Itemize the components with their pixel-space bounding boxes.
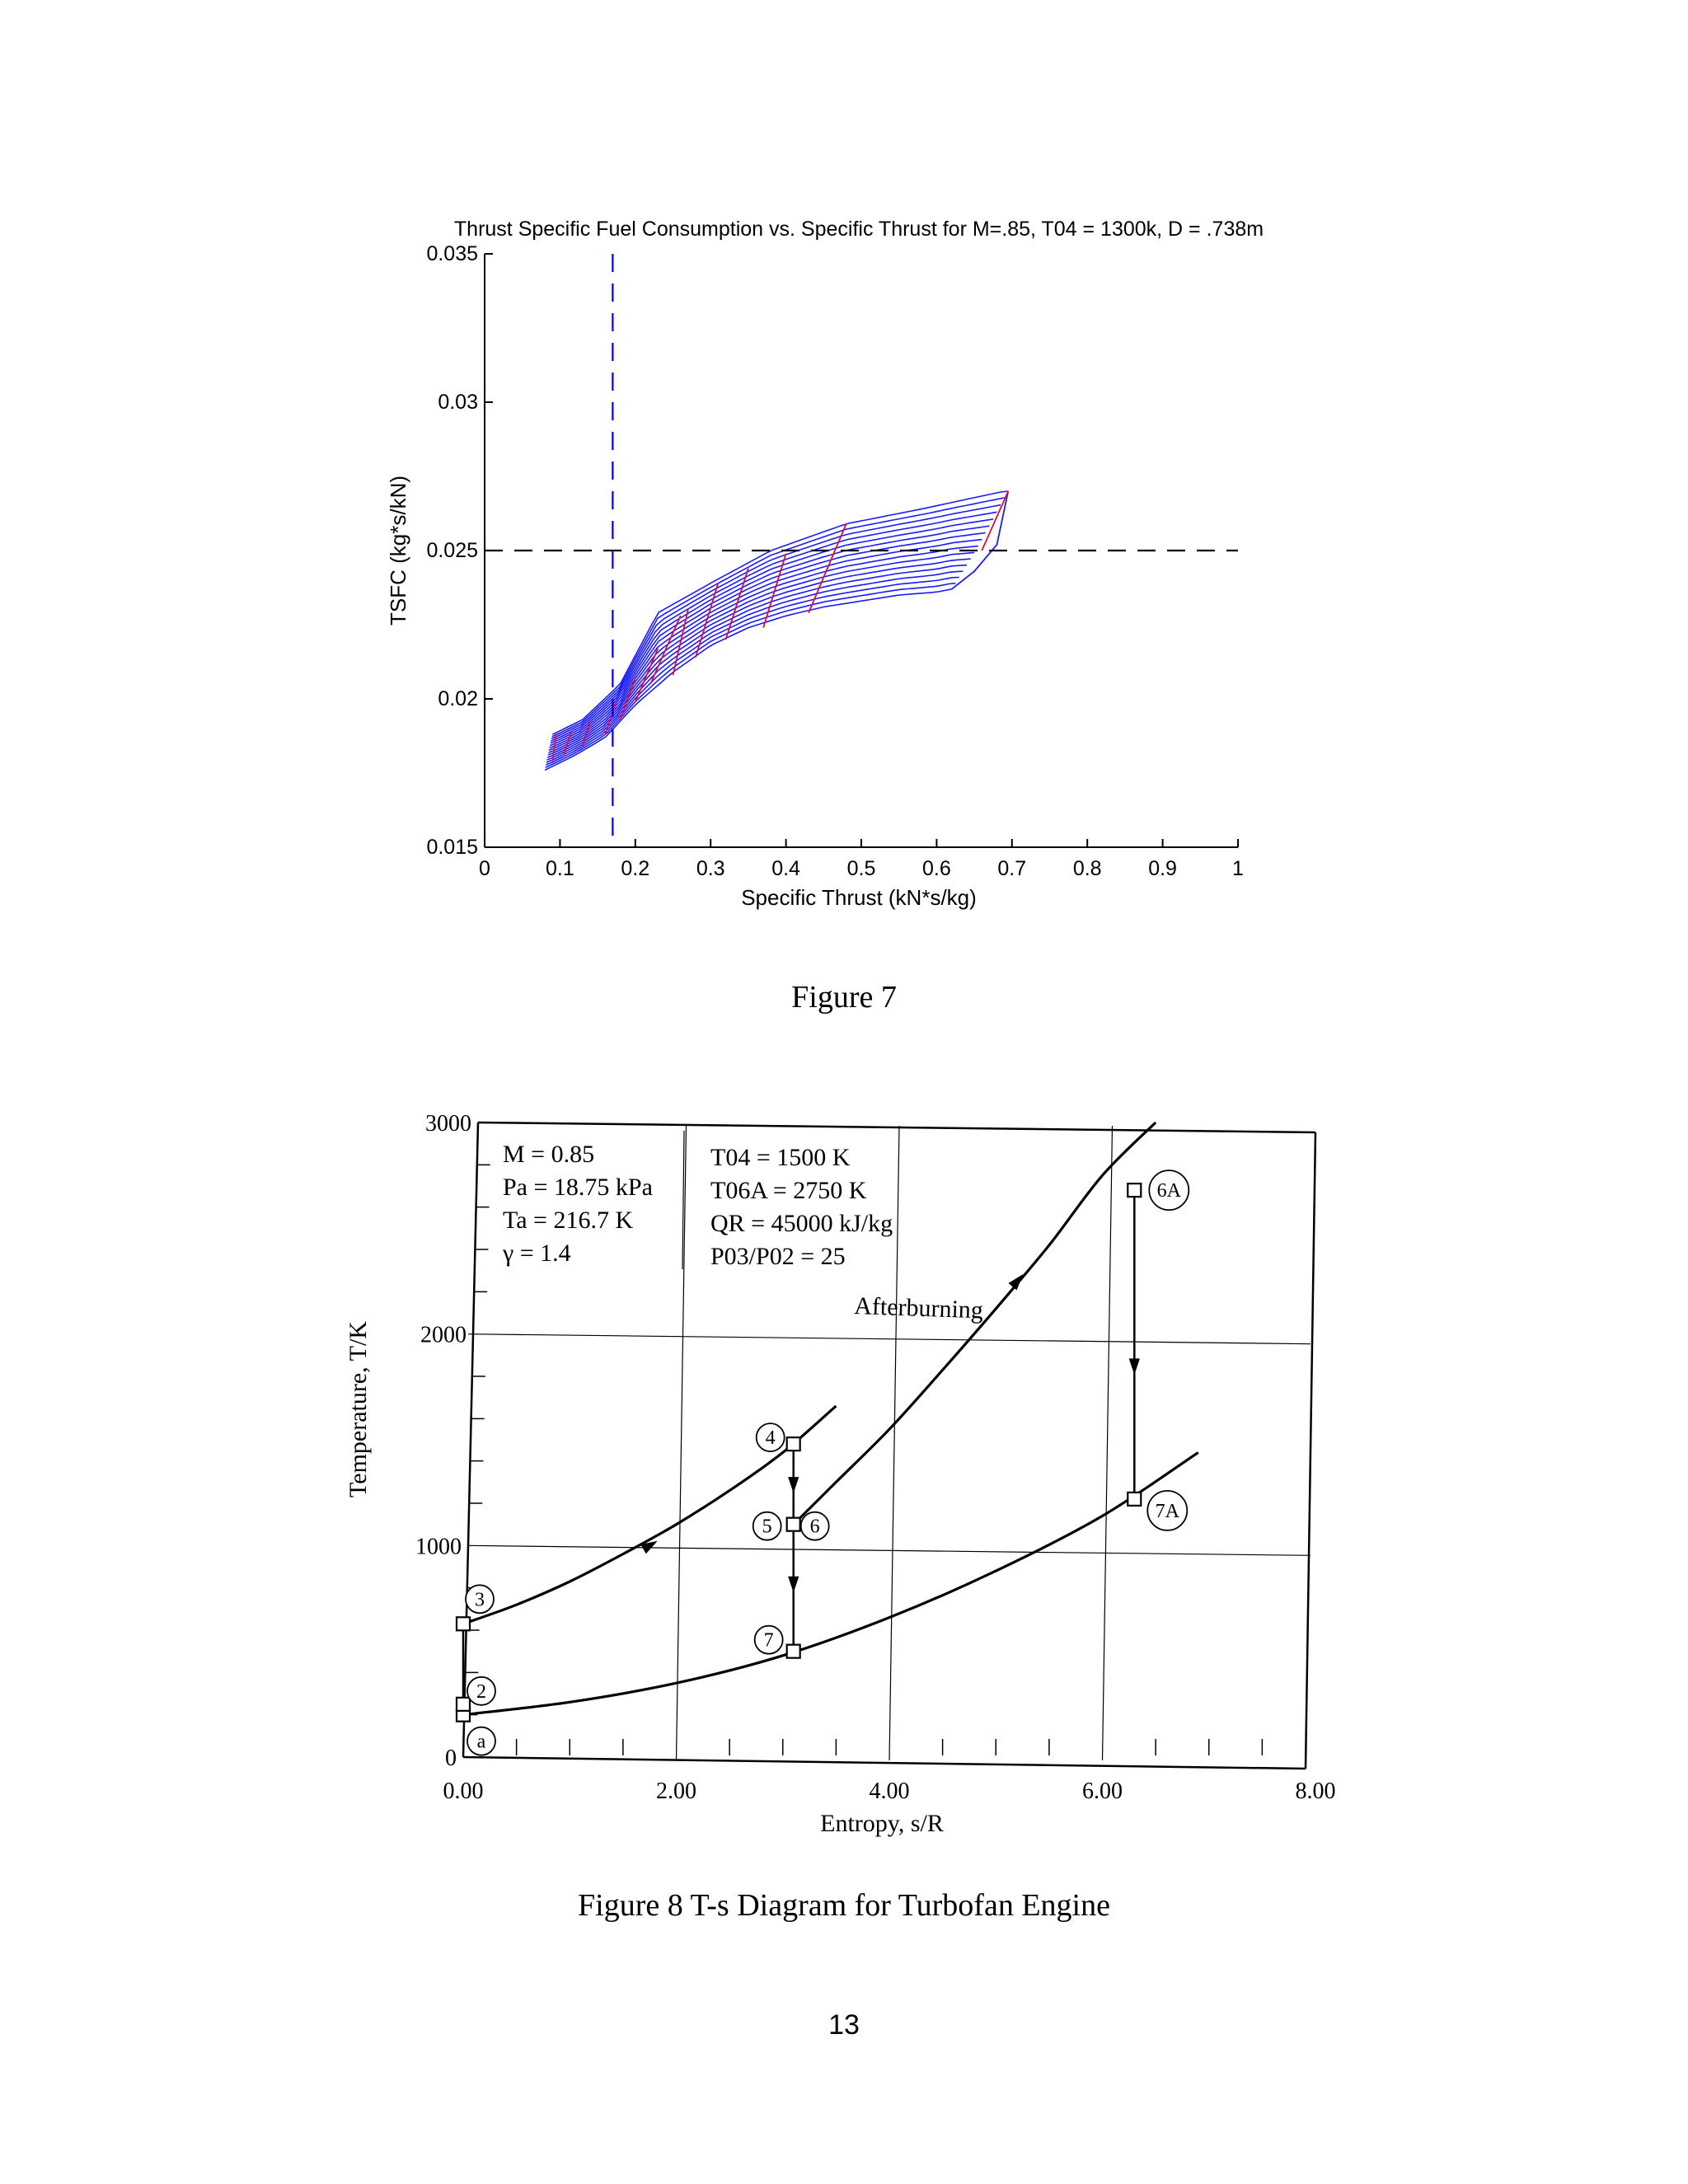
figure-8-y-tick-label: 2000: [420, 1322, 467, 1348]
figure-8-parameter-left: Pa = 18.75 kPa: [503, 1174, 653, 1201]
figure-8-x-tick-label: 2.00: [656, 1779, 696, 1804]
figure-8-state-point: [457, 1698, 470, 1711]
figure-8-y-tick-label: 1000: [415, 1534, 462, 1560]
figure-7-caption: Figure 7: [791, 980, 897, 1015]
figure-7-x-axis-label: Specific Thrust (kN*s/kg): [741, 885, 977, 910]
figure-8-gridline-vertical: [677, 1126, 687, 1760]
figure-8-parameter-left: Ta = 216.7 K: [503, 1207, 634, 1234]
figure-8-state-point: [1128, 1183, 1141, 1197]
figure-8-parameter-right: T04 = 1500 K: [710, 1144, 851, 1171]
figure-8-point-label: 2: [476, 1680, 486, 1703]
figure-8-parameter-left: γ = 1.4: [503, 1240, 571, 1267]
figure-8-y-axis: [463, 1122, 478, 1757]
figure-8-x-axis-label: Entropy, s/R: [820, 1810, 944, 1837]
figure-8-parameters-right: [710, 1144, 893, 1270]
figure-7-x-tick-label: 0.9: [1148, 857, 1177, 880]
figure-8-gridline-horizontal: [468, 1334, 1311, 1344]
figure-8-annotation-afterburning: Afterburning: [853, 1292, 984, 1324]
figure-7-y-tick-label: 0.015: [426, 836, 478, 859]
figure-8-gridline-vertical: [1103, 1126, 1113, 1760]
figure-7-x-tick-label: 0: [479, 857, 490, 880]
figure-8-y-axis-label: Temperature, T/K: [345, 1321, 372, 1497]
figure-8-x-tick-label: 0.00: [443, 1779, 484, 1804]
figure-7-y-tick-label: 0.03: [438, 391, 478, 414]
figure-8-parameter-right: QR = 45000 kJ/kg: [710, 1210, 893, 1237]
figure-8-point-label: 6: [809, 1516, 820, 1538]
figure-8-point-label: 5: [762, 1516, 772, 1538]
figure-8-point-label: a: [476, 1731, 486, 1753]
figure-8-state-point: [787, 1645, 800, 1658]
figure-7-y-tick-label: 0.025: [426, 539, 478, 562]
figure-7-x-tick-label: 0.6: [922, 857, 951, 880]
figure-7-title: Thrust Specific Fuel Consumption vs. Specific Thrust for M=.85, T04 = 1300k, D = .738m: [453, 218, 1264, 241]
figure-7-x-tick-label: 0.5: [846, 857, 876, 880]
figure-7-x-tick-label: 0.4: [771, 857, 800, 880]
page-number: 13: [828, 2009, 860, 2041]
figure-8-right-border: [1306, 1132, 1315, 1769]
figure-8-parameter-right: P03/P02 = 25: [710, 1243, 846, 1270]
figure-8-point-label: 7A: [1155, 1500, 1179, 1522]
figure-8-x-tick-label: 6.00: [1082, 1779, 1123, 1804]
figure-8-caption: Figure 8 T-s Diagram for Turbofan Engine: [578, 1888, 1110, 1923]
figure-7-y-tick-label: 0.02: [438, 687, 478, 710]
figure-8-parameter-left: M = 0.85: [503, 1141, 595, 1168]
figure-8-x-tick-label: 8.00: [1295, 1779, 1336, 1804]
figure-8-state-point: [457, 1617, 470, 1630]
figure-8-point-label: 3: [475, 1589, 485, 1611]
figure-7-x-tick-label: 0.8: [1072, 857, 1102, 880]
figure-8-point-label: 6A: [1156, 1180, 1181, 1202]
figure-7-y-axis-label: TSFC (kg*s/kN): [386, 476, 410, 626]
figure-8-parameter-right: T06A = 2750 K: [710, 1177, 867, 1204]
figure-8-process-curve: [463, 1452, 1198, 1714]
figure-8-state-point: [787, 1437, 800, 1451]
figure-8-parameters-left: [502, 1131, 684, 1269]
figure-8-arrow-along-curve: [1008, 1274, 1023, 1290]
figure-8-point-label: 4: [765, 1427, 776, 1450]
figure-8-state-point: [787, 1518, 800, 1531]
figure-8-x-tick-label: 4.00: [869, 1779, 910, 1804]
figure-8-gridline-horizontal: [468, 1545, 1311, 1555]
figure-7-x-tick-label: 1: [1232, 857, 1244, 880]
figure-8-arrow-down: [788, 1477, 799, 1493]
figure-8-y-tick-label: 0: [445, 1746, 457, 1771]
figure-7-x-tick-label: 0.3: [696, 857, 725, 880]
figure-7-y-tick-label: 0.035: [426, 242, 478, 265]
figure-7-x-tick-label: 0.7: [997, 857, 1027, 880]
figure-8-arrow-down: [1129, 1358, 1140, 1375]
figure-8-x-axis: [463, 1757, 1306, 1769]
figure-8-point-label: 7: [763, 1629, 774, 1652]
figure-8-top-border: [478, 1122, 1315, 1132]
figure-7-x-tick-label: 0.1: [546, 857, 574, 880]
figure-8-arrow-down: [788, 1577, 799, 1593]
figure-7-x-tick-label: 0.2: [621, 857, 650, 880]
figure-8-state-point: [1128, 1493, 1141, 1506]
figure-8-y-tick-label: 3000: [425, 1111, 471, 1137]
